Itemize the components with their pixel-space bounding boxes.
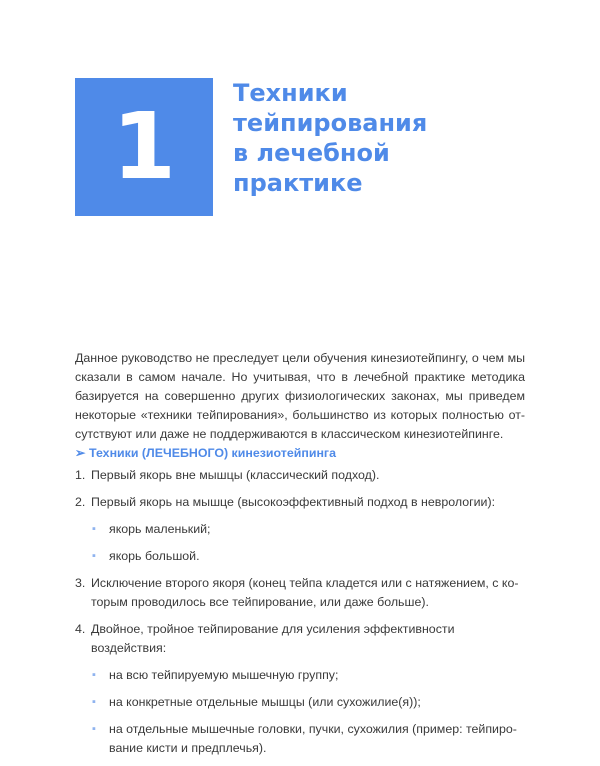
section-heading — [75, 444, 525, 463]
list-item — [75, 620, 525, 658]
list-item — [75, 574, 525, 612]
list-item-number: 3. — [75, 576, 86, 590]
sub-list-item — [75, 520, 525, 539]
list-item-text: Первый якорь вне мышцы (классический подход). — [91, 468, 380, 482]
chapter-number: 1 — [111, 93, 176, 200]
list-item-text: Двойное, тройное тейпирование для усиления эффективности воздействия: — [91, 622, 455, 655]
chapter-title-line: в лечебной — [233, 139, 390, 167]
sub-list-item-text: на всю тейпируемую мышечную группу; — [109, 668, 339, 682]
chapter-title — [233, 78, 533, 198]
chapter-title-line: Техники — [233, 79, 348, 107]
square-bullet-icon: ▪ — [92, 696, 96, 708]
chapter-number-block — [75, 78, 213, 216]
section-heading-text: Техники (ЛЕЧЕБНОГО) кинезиотейпинга — [89, 446, 336, 460]
sub-list-item-text: якорь большой. — [109, 549, 200, 563]
list-item-text: Исключение второго якоря (конец тейпа кладется или с натяжением, с ко-торым проводилось все тейпирование, или даже больше). — [91, 576, 519, 609]
list-item-number: 4. — [75, 622, 86, 636]
list-item — [75, 493, 525, 512]
sub-list-item — [75, 720, 525, 758]
square-bullet-icon: ▪ — [92, 550, 96, 562]
sub-list-item-text: якорь маленький; — [109, 522, 211, 536]
list-item-number: 2. — [75, 495, 86, 509]
square-bullet-icon: ▪ — [92, 523, 96, 535]
list-item-number: 1. — [75, 468, 86, 482]
techniques-list — [75, 466, 525, 766]
intro-paragraph: Данное руководство не преследует цели обучения кинезиотейпингу, о чем мы сказали в самом начале. Но учитывая, что в лечебной практике методика базируется на совершенно других физиологических законах, мы приведем некоторые «техники тейпирования», большинство из которых полностью от-сутствуют или даже не поддерживаются в классическом кинезиотейпинге. — [75, 351, 525, 441]
sub-list-item — [75, 693, 525, 712]
list-item — [75, 466, 525, 485]
chapter-title-line: тейпирования — [233, 109, 428, 137]
chevron-right-icon: ➢ — [75, 446, 86, 460]
sub-list-item — [75, 547, 525, 566]
sub-list-item-text: на отдельные мышечные головки, пучки, сухожилия (пример: тейпиро-вание кисти и предплечья). — [109, 722, 517, 755]
square-bullet-icon: ▪ — [92, 723, 96, 735]
sub-list-item-text: на конкретные отдельные мышцы (или сухожилие(я)); — [109, 695, 421, 709]
chapter-title-line: практике — [233, 169, 363, 197]
list-item-text: Первый якорь на мышце (высокоэффективный подход в неврологии): — [91, 495, 496, 509]
square-bullet-icon: ▪ — [92, 669, 96, 681]
sub-list-item — [75, 666, 525, 685]
